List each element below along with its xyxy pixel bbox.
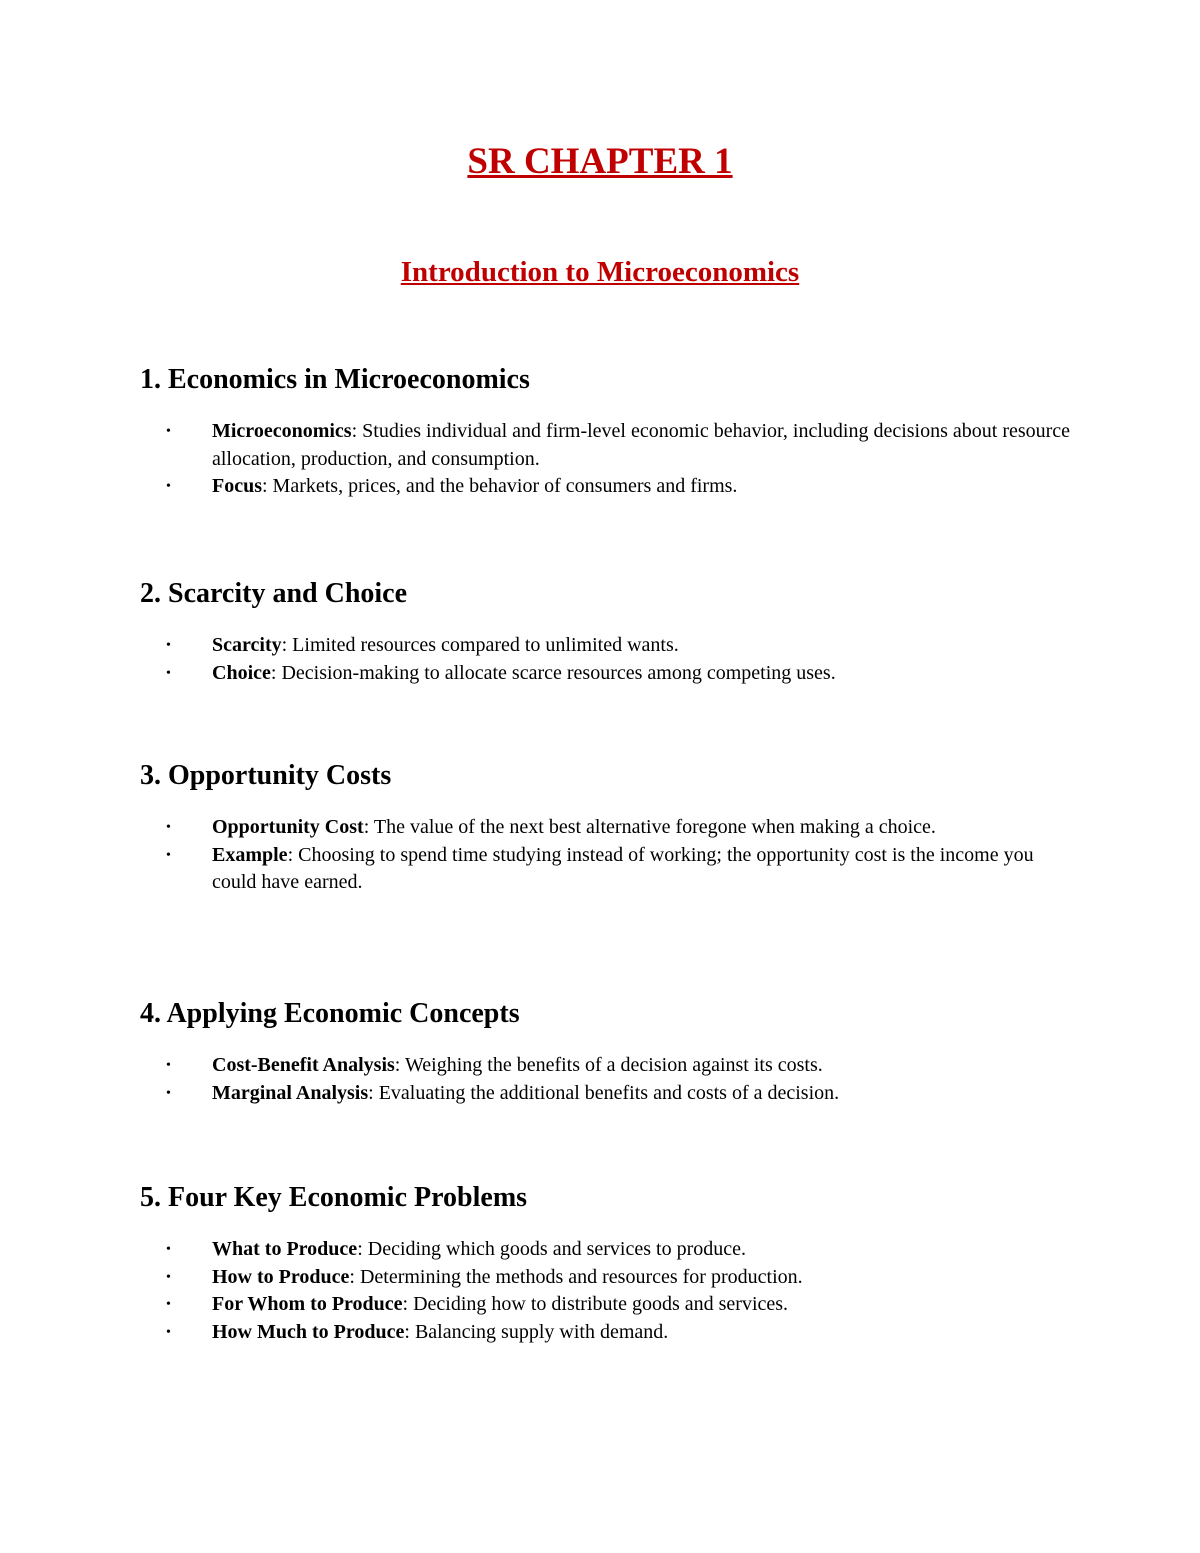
item-text: : Markets, prices, and the behavior of consumers and firms. [262, 475, 738, 497]
document-subtitle: Introduction to Microeconomics [400, 256, 800, 288]
list-item [140, 473, 1080, 501]
item-text: : Deciding which goods and services to produce. [357, 1238, 746, 1260]
list-item [140, 1264, 1080, 1292]
bullet-icon: • [166, 1269, 171, 1285]
section-economics-in-microeconomics [140, 360, 1080, 501]
bullet-icon: • [166, 479, 171, 494]
section-four-key-economic-problems [140, 1178, 1080, 1346]
section-heading: 3. Opportunity Costs [140, 760, 392, 791]
bullet-icon: • [166, 1058, 171, 1073]
item-term: How Much to Produce [212, 1320, 405, 1343]
list-item [140, 632, 1080, 660]
document-title: SR CHAPTER 1 [467, 141, 733, 182]
list-item [140, 1236, 1080, 1264]
section-heading: 4. Applying Economic Concepts [140, 998, 520, 1029]
item-term: Choice [212, 661, 271, 684]
bullet-icon: • [166, 665, 171, 681]
section-heading: 5. Four Key Economic Problems [140, 1182, 528, 1213]
bullet-list [140, 814, 1080, 897]
item-text: : Deciding how to distribute goods and services. [402, 1293, 789, 1315]
bullet-icon: • [166, 638, 171, 653]
section-scarcity-and-choice [140, 574, 1080, 687]
bullet-icon: • [166, 1242, 171, 1257]
item-text: : Weighing the benefits of a decision against its costs. [394, 1054, 823, 1076]
section-opportunity-costs [140, 756, 1080, 897]
list-item [140, 1052, 1080, 1080]
section-heading: 2. Scarcity and Choice [140, 578, 408, 609]
bullet-list [140, 418, 1080, 501]
bullet-icon: • [166, 1085, 171, 1101]
list-item [140, 814, 1080, 842]
bullet-list [140, 1052, 1080, 1107]
item-text: : Decision-making to allocate scarce resources among competing uses. [270, 661, 836, 684]
section-applying-economic-concepts [140, 994, 1080, 1107]
item-text: : Choosing to spend time studying instead of working; the opportunity cost is the income you could have earned. [212, 843, 1034, 893]
item-term: What to Produce [212, 1238, 358, 1260]
list-item [140, 1291, 1080, 1319]
item-term: Microeconomics [212, 420, 352, 442]
list-item [140, 1080, 1080, 1108]
bullet-icon: • [166, 424, 171, 439]
list-item [140, 660, 1080, 688]
item-text: : The value of the next best alternative foregone when making a choice. [363, 816, 936, 838]
item-term: Scarcity [212, 634, 282, 656]
item-term: Opportunity Cost [212, 816, 364, 838]
item-text: : Studies individual and firm-level economic behavior, including decisions about resource allocation, production, and consumption. [212, 420, 1071, 470]
section-heading: 1. Economics in Microeconomics [140, 364, 530, 395]
bullet-list [140, 632, 1080, 687]
bullet-icon: • [166, 820, 171, 835]
bullet-icon: • [166, 1324, 171, 1340]
list-item [140, 842, 1080, 897]
item-term: Focus [212, 475, 262, 497]
item-term: How to Produce [212, 1265, 350, 1288]
item-text: : Limited resources compared to unlimited wants. [281, 634, 679, 656]
item-term: Marginal Analysis [212, 1081, 369, 1104]
bullet-icon: • [166, 847, 171, 863]
list-item [140, 1319, 1080, 1347]
item-term: Cost-Benefit Analysis [212, 1054, 395, 1076]
item-text: : Evaluating the additional benefits and costs of a decision. [368, 1081, 840, 1104]
item-text: : Determining the methods and resources for production. [349, 1265, 803, 1288]
bullet-list [140, 1236, 1080, 1346]
item-term: For Whom to Produce [212, 1293, 403, 1315]
item-term: Example [212, 843, 288, 866]
bullet-icon: • [166, 1297, 171, 1312]
item-text: : Balancing supply with demand. [404, 1320, 669, 1343]
list-item [140, 418, 1080, 473]
